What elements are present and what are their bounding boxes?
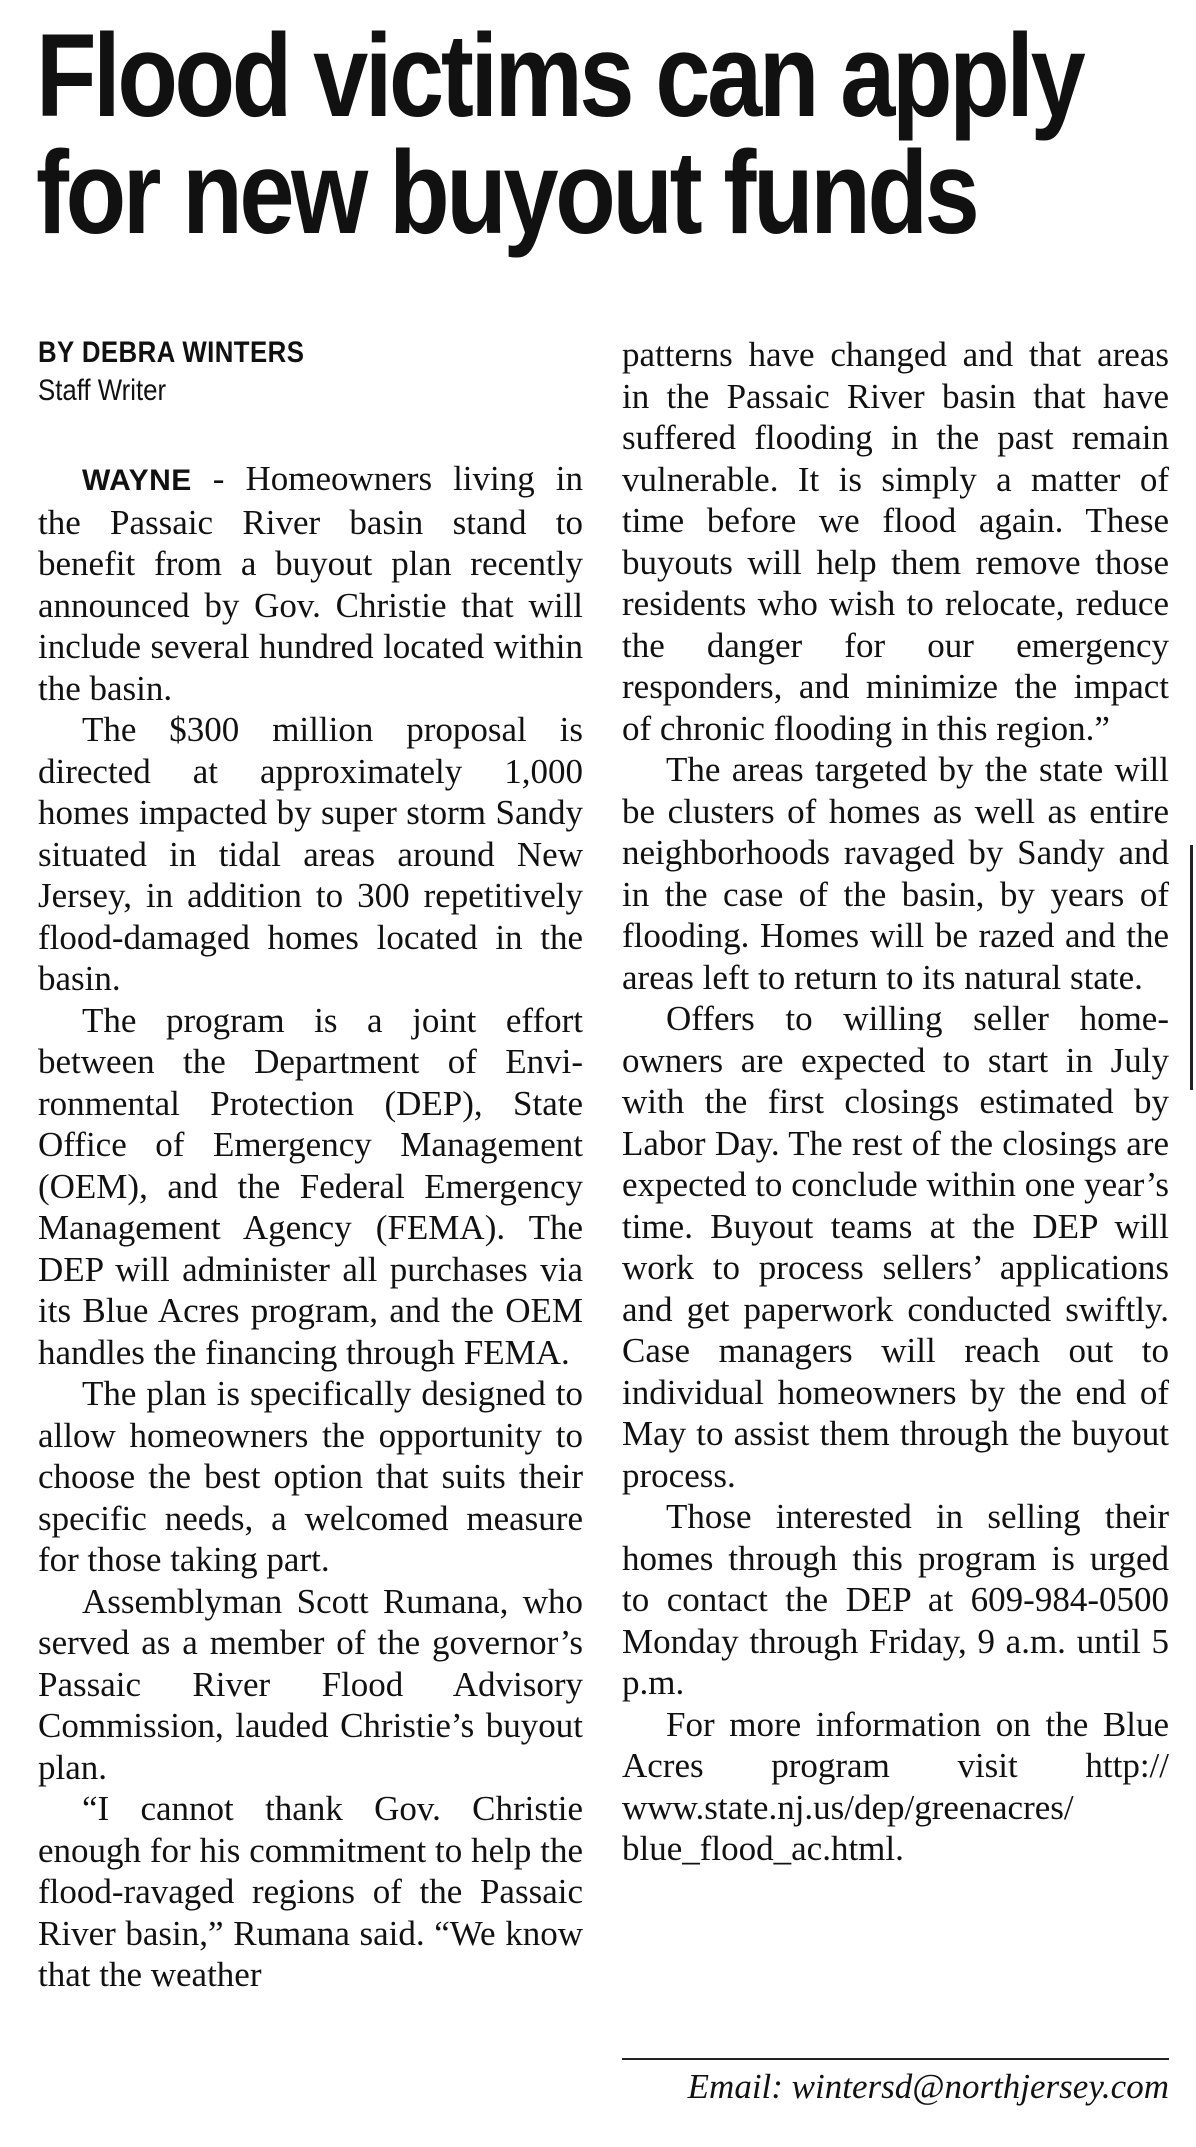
article-paragraph: The program is a joint effort between the Department of Environmental Protection (DEP), State Office of Emergency Management (OEM), and the Federal Emergency Management Agency (FEMA). The DEP will administer all purchases via its Blue Acres program, and the OEM handles the financing through FEMA. [38,1000,583,1372]
byline [38,334,348,410]
article-paragraph: Offers to willing seller homeowners are expected to start in July with the first closings estimated by Labor Day. The rest of the closings are expected to conclude within one year’s time. Buyout teams at the DEP will work to process sellers’ applications and get paperwork conducted swiftly. Case managers will reach out to individual homeowners by the end of May to assist them through the buyout process. [622,999,1169,1495]
article-paragraph: “I cannot thank Gov. Christie enough for his commitment to help the flood-ravaged regions of the Passaic River basin,” Rumana said. “We know that the weather [38,1789,583,1994]
paragraph-text: - Homeowners living in the Passaic River basin stand to benefit from a buyout plan recently announced by Gov. Christie that will include several hundred located within the basin. [38,459,583,708]
dateline: WAYNE [82,464,192,497]
page-edge-line [1190,845,1193,1090]
byline-author: BY DEBRA WINTERS [38,336,305,369]
article-column-2 [622,334,1169,1870]
divider-rule [622,2058,1169,2060]
headline-line-2: for new buyout funds [36,127,977,259]
article-paragraph: patterns have changed and that areas in the Passaic River basin that have suffered flooding in the past remain vulnerable. It is simply a matter of time before we flood again. These buyouts will help them remove those residents who wish to relocate, reduce the danger for our emergency responders, and minimize the impact of chronic flooding in this region.” [622,335,1169,748]
author-email: Email: wintersd@northjersey.com [687,2067,1169,2106]
article-paragraph: Those interested in selling their homes through this program is urged to contact the DEP at 609-984-0500 Monday through Friday, 9 a.m. until 5 p.m. [622,1497,1169,1702]
byline-title: Staff Writer [38,374,167,407]
article-paragraph: For more information on the Blue Acres program visit http:// www.state.nj.us/dep/greenacres/ blue_flood_ac.html. [622,1704,1169,1868]
article-paragraph [38,458,583,709]
headline-line-1: Flood victims can apply [36,10,1083,142]
article-column-1 [38,458,583,1996]
headline [36,10,1083,259]
article-paragraph: The $300 million proposal is directed at approximately 1,000 homes impacted by super storm Sandy situated in tidal areas around New Jersey, in addition to 300 repetitively flood-damaged homes located in the basin. [38,710,583,998]
article-paragraph: Assemblyman Scott Rumana, who served as a member of the governor’s Passaic River Flood Advisory Commission, lauded Christie’s buyout plan. [38,1581,583,1787]
article-paragraph: The areas targeted by the state will be clusters of homes as well as entire neighborhoods ravaged by Sandy and in the case of the basin, by years of flooding. Homes will be razed and the areas left to return to its natural state. [622,750,1169,997]
article-paragraph: The plan is specifically designed to allow homeowners the opportunity to choose the best option that suits their specific needs, a welcomed measure for those taking part. [38,1374,583,1579]
